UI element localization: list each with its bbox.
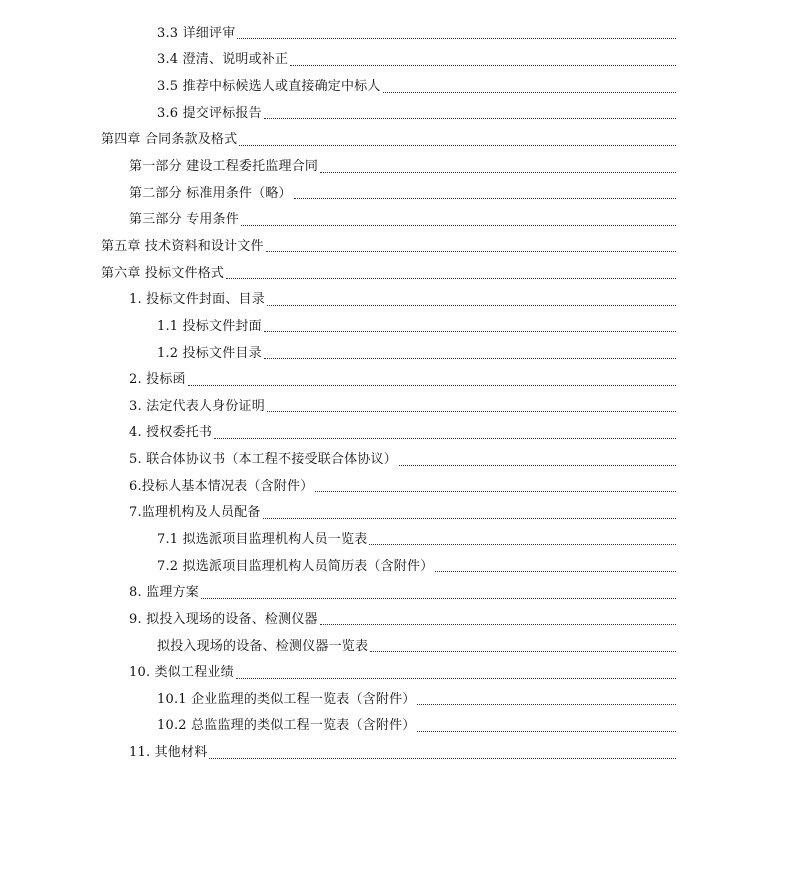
toc-entry-label: 7.2 拟选派项目监理机构人员简历表（含附件） <box>157 558 434 574</box>
toc-entry[interactable] <box>0 739 789 766</box>
toc-entry-label: 10. 类似工程业绩 <box>129 665 234 681</box>
dot-leader <box>241 224 676 226</box>
dot-leader <box>226 277 676 279</box>
toc-chapter-entry[interactable] <box>0 260 789 287</box>
dot-leader <box>315 490 676 492</box>
toc-entry[interactable] <box>0 473 789 500</box>
dot-leader <box>239 144 676 146</box>
toc-entry-label: 第五章 技术资料和设计文件 <box>101 238 264 254</box>
toc-entry-label: 1.2 投标文件目录 <box>157 345 262 361</box>
toc-entry[interactable] <box>0 686 789 713</box>
dot-leader <box>264 330 676 332</box>
toc-entry[interactable] <box>0 500 789 527</box>
toc-entry[interactable] <box>0 659 789 686</box>
dot-leader <box>264 357 676 359</box>
toc-entry[interactable] <box>0 206 789 233</box>
toc-entry-label: 9. 拟投入现场的设备、检测仪器 <box>129 611 318 627</box>
toc-entry[interactable] <box>0 286 789 313</box>
dot-leader <box>417 703 676 705</box>
dot-leader <box>188 384 676 386</box>
dot-leader <box>267 410 676 412</box>
dot-leader <box>236 677 676 679</box>
toc-entry[interactable] <box>0 73 789 100</box>
toc-entry-label: 3.3 详细评审 <box>157 25 236 41</box>
dot-leader <box>214 437 676 439</box>
toc-entry-label: 6.投标人基本情况表（含附件） <box>129 478 314 494</box>
toc-entry-label: 2. 投标函 <box>129 372 186 388</box>
dot-leader <box>290 64 676 66</box>
dot-leader <box>320 171 676 173</box>
toc-entry[interactable] <box>0 606 789 633</box>
dot-leader <box>266 250 676 252</box>
toc-entry[interactable] <box>0 713 789 740</box>
toc-entry-label: 拟投入现场的设备、检测仪器一览表 <box>157 638 369 654</box>
dot-leader <box>370 650 676 652</box>
dot-leader <box>267 304 676 306</box>
dot-leader <box>417 730 676 732</box>
toc-entry[interactable] <box>0 340 789 367</box>
toc-entry-label: 1.1 投标文件封面 <box>157 318 262 334</box>
toc-entry[interactable] <box>0 393 789 420</box>
table-of-contents <box>0 20 789 766</box>
dot-leader <box>399 464 676 466</box>
toc-entry[interactable] <box>0 366 789 393</box>
toc-entry-label: 第二部分 标准用条件（略） <box>129 185 292 201</box>
dot-leader <box>263 517 676 519</box>
dot-leader <box>264 117 676 119</box>
toc-entry-label: 4. 授权委托书 <box>129 425 213 441</box>
dot-leader <box>209 757 676 759</box>
toc-entry-label: 3.6 提交评标报告 <box>157 105 262 121</box>
toc-entry[interactable] <box>0 446 789 473</box>
toc-entry[interactable] <box>0 633 789 660</box>
toc-entry-label: 5. 联合体协议书（本工程不接受联合体协议） <box>129 452 397 468</box>
toc-entry[interactable] <box>0 153 789 180</box>
toc-entry[interactable] <box>0 526 789 553</box>
toc-entry-label: 10.2 总监监理的类似工程一览表（含附件） <box>157 718 416 734</box>
toc-entry-label: 10.1 企业监理的类似工程一览表（含附件） <box>157 691 416 707</box>
toc-entry[interactable] <box>0 100 789 127</box>
dot-leader <box>237 37 676 39</box>
toc-entry[interactable] <box>0 313 789 340</box>
toc-chapter-entry[interactable] <box>0 127 789 154</box>
toc-entry-label: 第六章 投标文件格式 <box>101 265 225 281</box>
dot-leader <box>294 197 676 199</box>
toc-entry[interactable] <box>0 47 789 74</box>
toc-entry[interactable] <box>0 180 789 207</box>
toc-entry-label: 7.1 拟选派项目监理机构人员一览表 <box>157 531 368 547</box>
toc-entry-label: 3. 法定代表人身份证明 <box>129 398 265 414</box>
toc-entry-label: 11. 其他材料 <box>129 745 208 761</box>
dot-leader <box>383 91 676 93</box>
toc-entry-label: 第三部分 专用条件 <box>129 212 239 228</box>
dot-leader <box>320 623 676 625</box>
dot-leader <box>369 543 676 545</box>
toc-entry[interactable] <box>0 553 789 580</box>
toc-entry-label: 3.4 澄清、说明或补正 <box>157 52 289 68</box>
toc-entry[interactable] <box>0 20 789 47</box>
toc-entry[interactable] <box>0 420 789 447</box>
toc-entry-label: 第四章 合同条款及格式 <box>101 132 238 148</box>
toc-chapter-entry[interactable] <box>0 233 789 260</box>
toc-entry-label: 7.监理机构及人员配备 <box>129 505 261 521</box>
dot-leader <box>435 570 676 572</box>
toc-entry[interactable] <box>0 579 789 606</box>
toc-entry-label: 1. 投标文件封面、目录 <box>129 292 265 308</box>
toc-entry-label: 3.5 推荐中标候选人或直接确定中标人 <box>157 79 381 95</box>
toc-entry-label: 8. 监理方案 <box>129 585 199 601</box>
dot-leader <box>201 597 676 599</box>
toc-entry-label: 第一部分 建设工程委托监理合同 <box>129 159 319 175</box>
